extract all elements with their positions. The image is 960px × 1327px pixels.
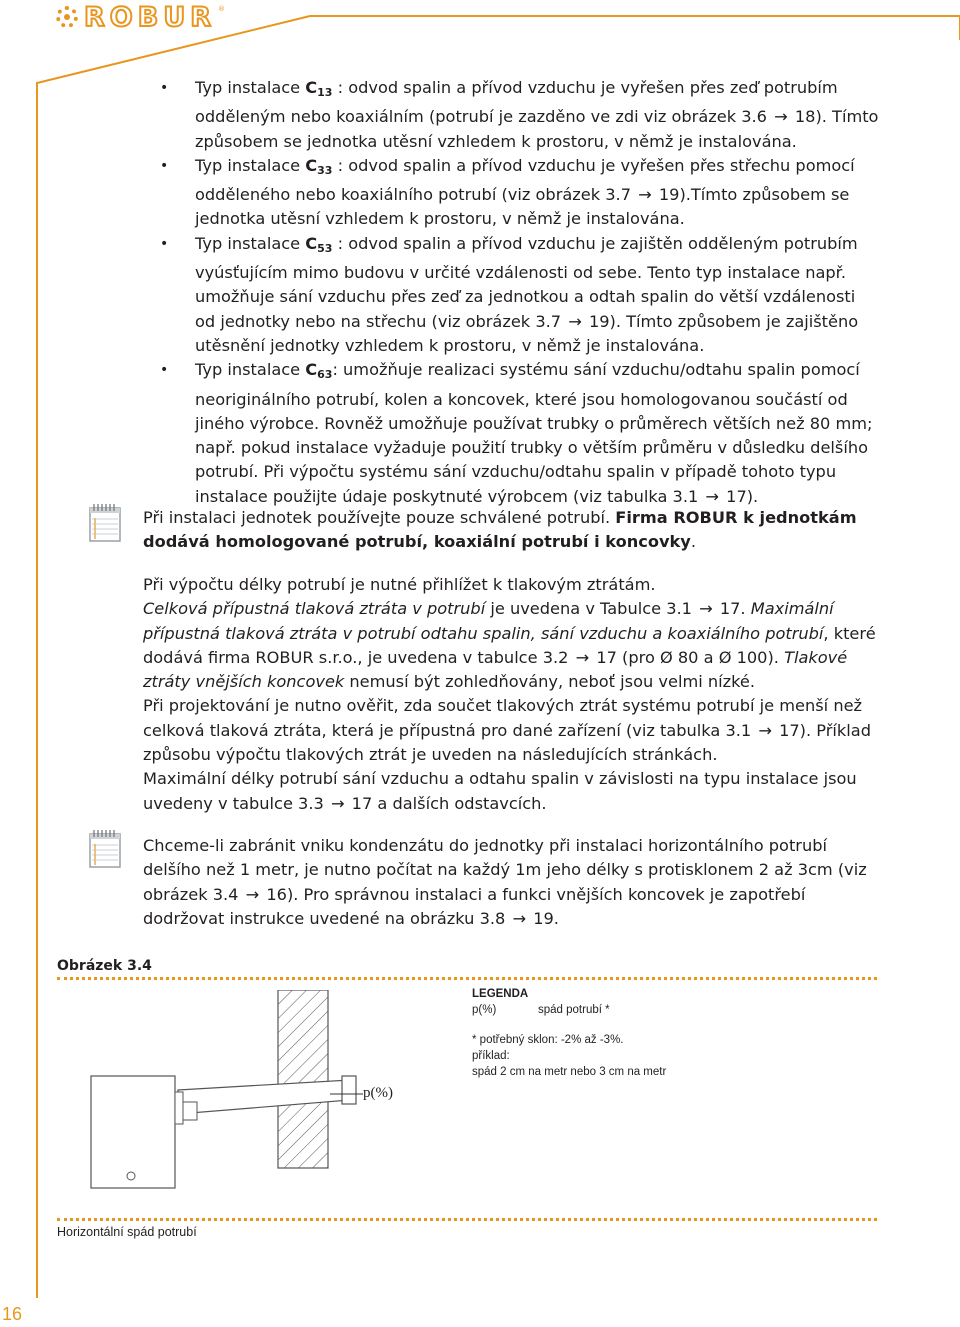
legend-note: spád 2 cm na metr nebo 3 cm na metr <box>472 1066 667 1078</box>
dotted-divider-bottom <box>57 1218 877 1221</box>
legend-note: příklad: <box>472 1050 510 1062</box>
registered-mark: ® <box>218 5 226 13</box>
paragraph: Při projektování je nutno ověřit, zda součet tlakových ztrát systému potrubí je menší než celková tlaková ztráta, která je přípustná pro dané zařízení (viz tabulka 3.1 → 17). Příklad způsobu výpočtu tlakových ztrát je uveden na následujících stránkách. <box>143 696 871 765</box>
pipe-terminal <box>342 1076 356 1104</box>
logo-text: ROBUR <box>84 1 217 33</box>
legend <box>472 986 666 1080</box>
paragraph: Při výpočtu délky potrubí je nutné přihlížet k tlakovým ztrátám. <box>143 575 656 594</box>
figure-title: Obrázek 3.4 <box>57 958 152 974</box>
paragraph: Maximální délky potrubí sání vzduchu a odtahu spalin v závislosti na typu instalace jsou uvedeny v tabulce 3.3 → 17 a dalších odstavcích. <box>143 769 857 813</box>
pipe-flange <box>175 1092 183 1124</box>
wall <box>278 990 328 1168</box>
legend-note: * potřebný sklon: -2% až -3%. <box>472 1034 624 1046</box>
pressure-loss-paragraphs <box>143 573 879 816</box>
pipe-fitting <box>183 1102 197 1120</box>
legend-row: p(%) spád potrubí * <box>472 1004 610 1016</box>
approved-pipes-note: Při instalaci jednotek používejte pouze schválené potrubí. Firma ROBUR k jednotkám dodává homologované potrubí, koaxiální potrubí i koncovky. <box>143 508 857 552</box>
installation-types-list <box>160 76 880 509</box>
list-item: • Typ instalace $C_{63}$: umožňuje realizaci systému sání vzduchu/odtahu spalin pomocí neoriginálního potrubí, kolen a koncovek, které jsou homologovanou součástí od jiného výrobce. Rovněž umožňuje používat trubky o průměrech větších než 80 mm; např. pokud instalace vyžaduje použití trubky o větším průměru v důsledku delšího potrubí. Při výpočtu systému sání vzduchu/odtahu spalin v případě tohoto typu instalace použijte údaje poskytnuté výrobcem (viz tabulka 3.1 → 17). <box>160 358 880 509</box>
list-item: • Typ instalace $C_{13}$ : odvod spalin a přívod vzduchu je vyřešen přes zeď potrubím odděleným nebo koaxiálním (potrubí je zazděno ve zdi viz obrázek 3.6 → 18). Tímto způsobem se jednotka utěsní vzhledem k prostoru, v němž je instalována. <box>160 76 880 154</box>
figure-caption: Horizontální spád potrubí <box>57 1225 197 1239</box>
dotted-divider-top <box>57 977 877 980</box>
notepad-icon <box>88 829 122 869</box>
page-number: 16 <box>2 1304 23 1324</box>
paragraph: Celková přípustná tlaková ztráta v potrubí je uvedena v Tabulce 3.1 → 17. Maximální přípustná tlaková ztráta v potrubí odtahu spalin, sání vzduchu a koaxiálního potrubí, které dodává firma ROBUR s.r.o., je uvedena v tabulce 3.2 → 17 (pro Ø 80 a Ø 100). Tlakové ztráty vnějších koncovek nemusí být zohledňovány, neboť jsou velmi nízké. <box>143 599 876 692</box>
frame-left-line <box>36 82 38 1298</box>
unit-housing <box>91 1076 175 1188</box>
slope-diagram <box>80 990 460 1200</box>
condensate-note: Chceme-li zabránit vniku kondenzátu do jednotky při instalaci horizontálního potrubí delšího než 1 metr, je nutno počítat na každý 1m jeho délky s protisklonem 2 až 3cm (viz obrázek 3.4 → 16). Pro správnou instalaci a funkci vnějších koncovek je zapotřebí dodržovat instrukce uvedené na obrázku 3.8 → 19. <box>143 836 867 928</box>
list-item: • Typ instalace $C_{53}$ : odvod spalin a přívod vzduchu je zajištěn odděleným potrubím vyúsťujícím mimo budovu v určité vzdálenosti od sebe. Tento typ instalace např. umožňuje sání vzduchu přes zeď za jednotkou a odtah spalin do větší vzdálenosti od jednotky nebo na střechu (viz obrázek 3.7 → 19). Tímto způsobem je zajištěno utěsnění jednotky vzhledem k prostoru, v němž je instalována. <box>160 232 880 358</box>
slope-label: p(%) <box>363 1085 393 1101</box>
legend-title: LEGENDA <box>472 988 529 1000</box>
notepad-icon <box>88 503 122 543</box>
list-item: • Typ instalace $C_{33}$ : odvod spalin a přívod vzduchu je vyřešen přes střechu pomocí odděleného nebo koaxiálního potrubí (viz obrázek 3.7 → 19).Tímto způsobem se jednotka utěsní vzhledem k prostoru, v němž je instalována. <box>160 154 880 232</box>
